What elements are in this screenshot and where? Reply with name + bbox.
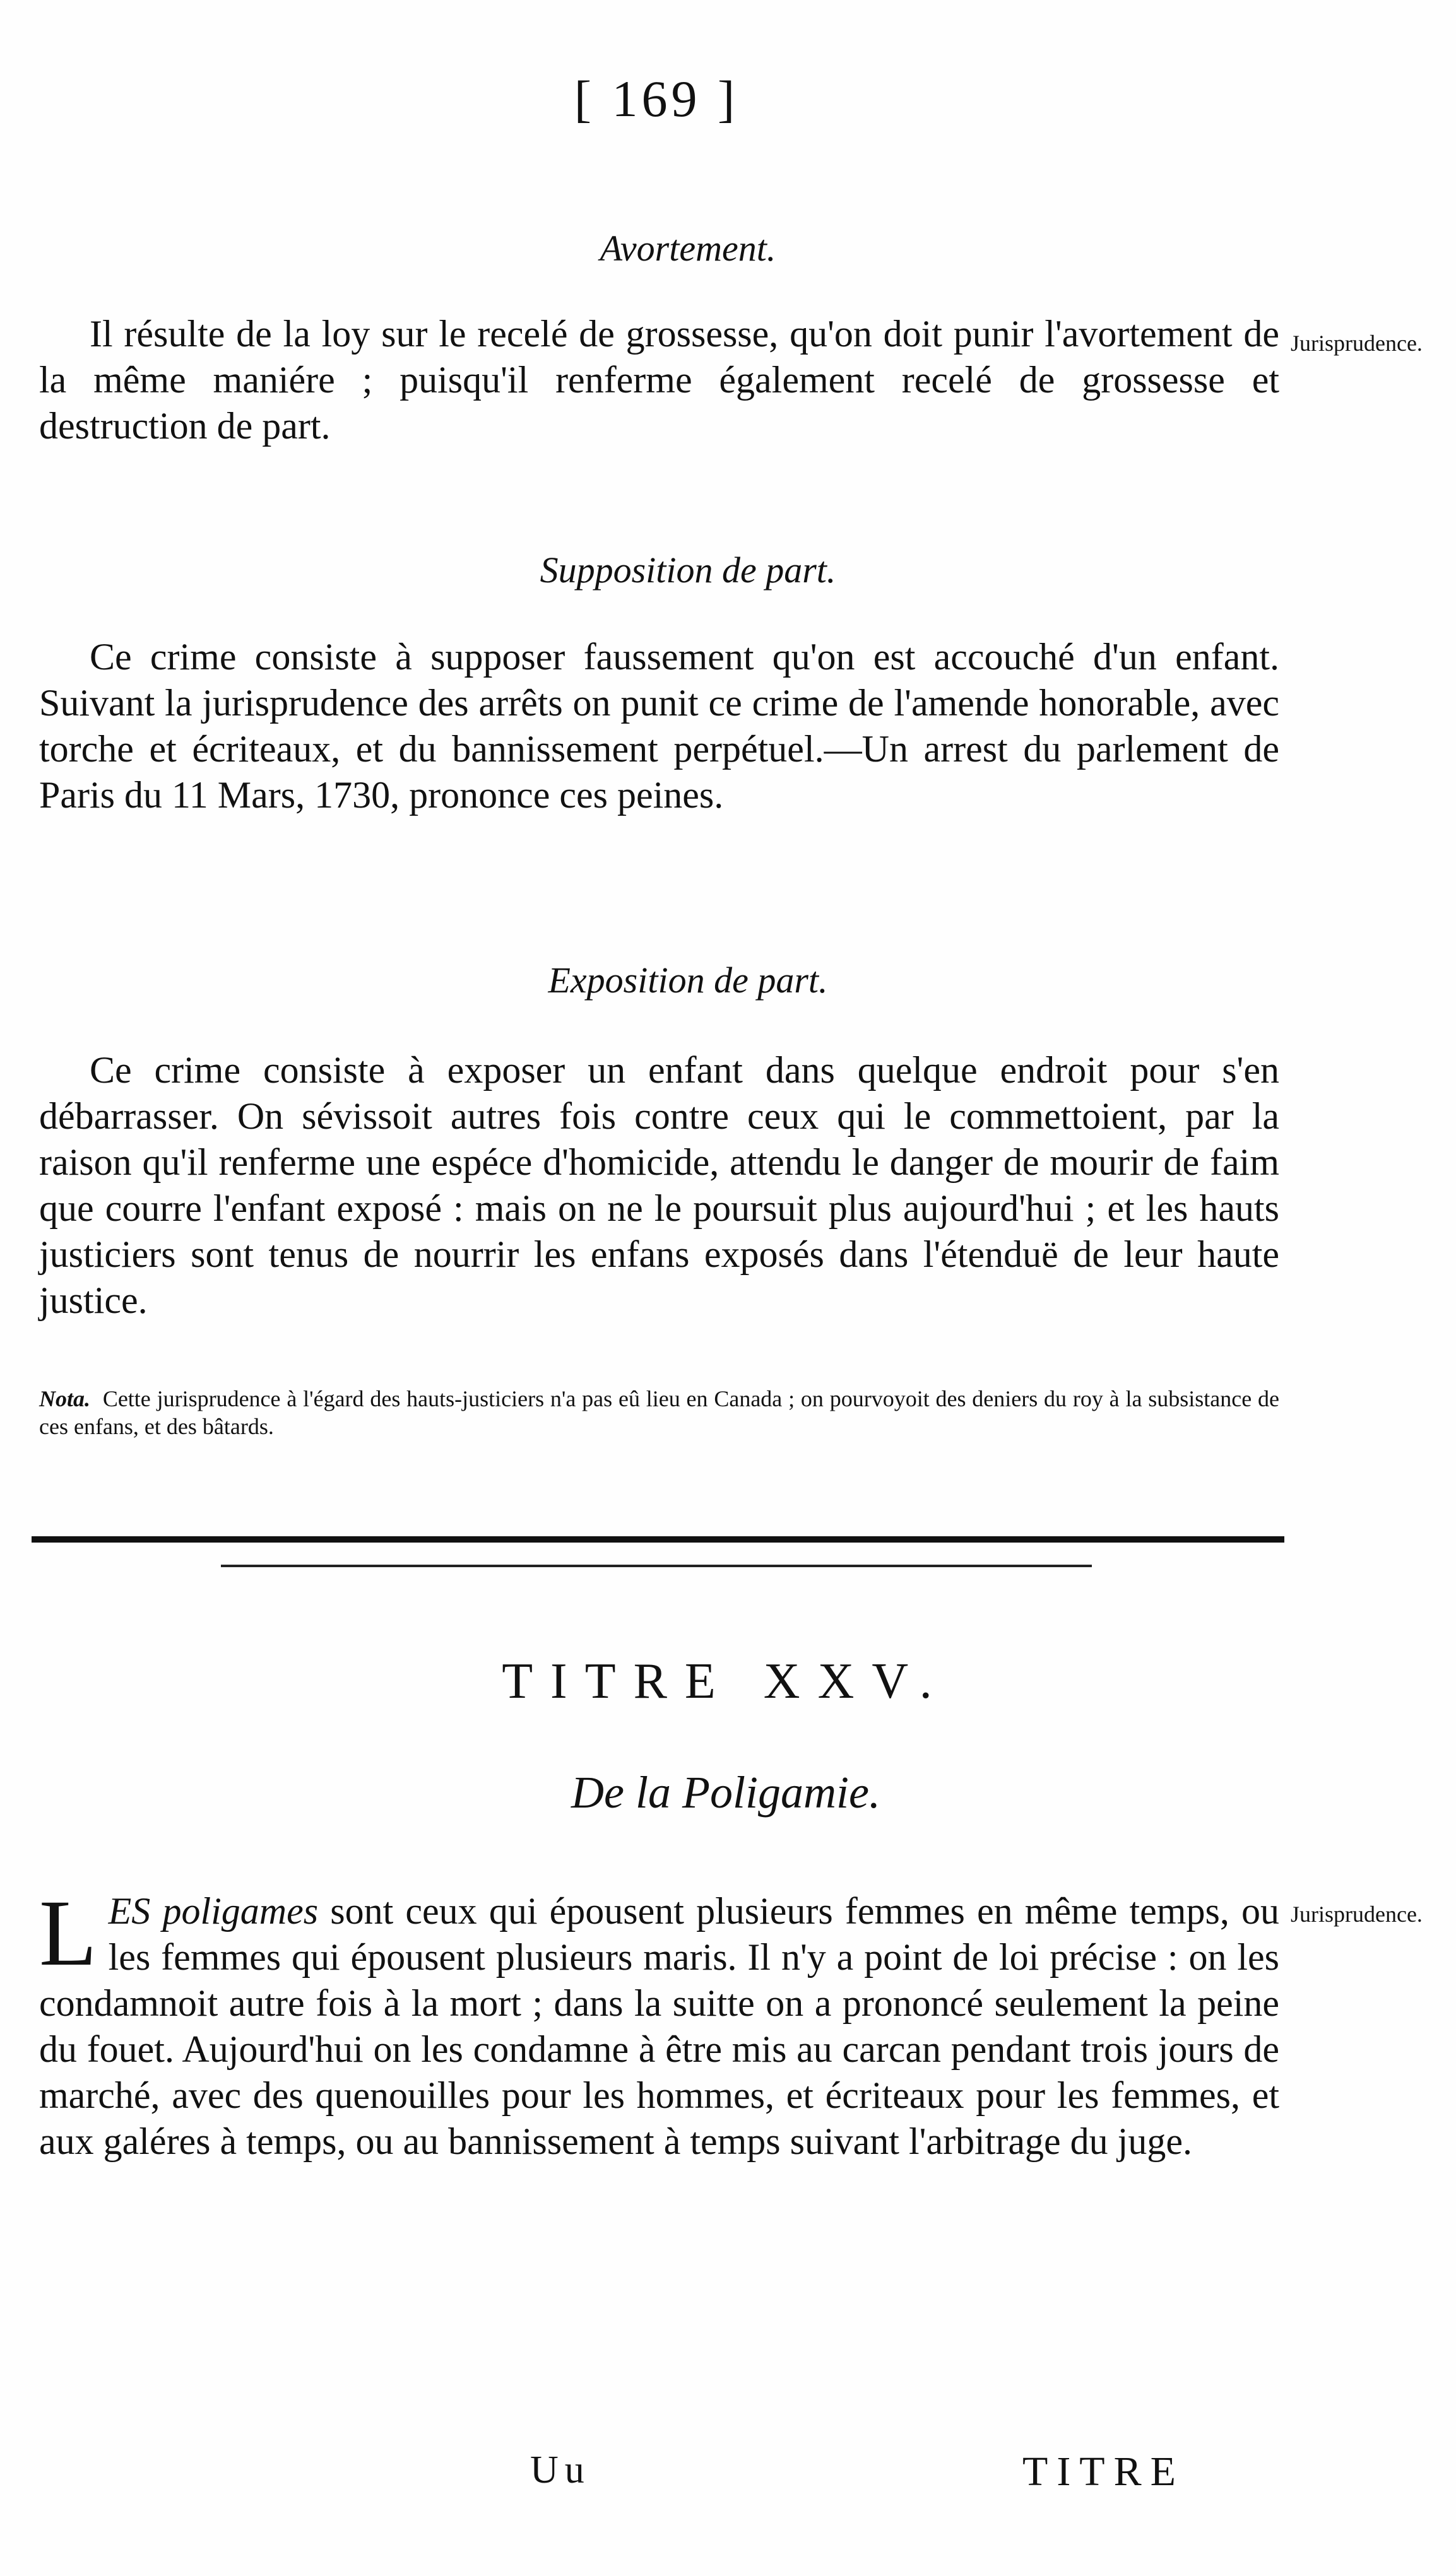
paragraph-poligamie-text: sont ceux qui épousent plusieurs femmes en même temps, ou les femmes qui épousent plusieurs maris. Il n'y a point de loi précise : on les condamnoit autre fois à la mort ; dans la suitte on a prononcé seulement la peine du fouet. Aujourd'hui on les condamne à être mis au carcan pendant trois jours de marché, avec des quenouilles pour les hommes, et écriteaux pour les femmes, et aux galéres à temps, ou au bannissement à temps suivant l'arbitrage du juge.	[39, 1890, 1279, 2162]
paragraph-supposition-text: Ce crime consiste à supposer faussement qu'on est accouché d'un enfant. Suivant la jurisprudence des arrêts on punit ce crime de l'amende honorable, avec torche et écriteaux, et du bannissement perpétuel.—Un arrest du parlement de Paris du 11 Mars, 1730, prononce ces peines.	[39, 636, 1279, 816]
margin-note-jurisprudence-2: Jurisprudence.	[1291, 1902, 1423, 1927]
paragraph-poligamie-body	[39, 1881, 1279, 2165]
section-heading-avortement: Avortement.	[600, 228, 776, 269]
paragraph-poligamie-lead: ES poligames	[108, 1890, 319, 1932]
page-number: [ 169 ]	[574, 70, 739, 127]
paragraph-avortement	[39, 311, 1279, 449]
section-divider-thick	[32, 1536, 1284, 1543]
section-heading-exposition: Exposition de part.	[548, 960, 828, 1001]
paragraph-poligamie	[39, 1881, 1279, 2165]
signature-mark: Uu	[530, 2449, 591, 2491]
nota-text: Cette jurisprudence à l'égard des hauts-justiciers n'a pas eû lieu en Canada ; on pourvoyoit des deniers du roy à la subsistance de ces enfans, et des bâtards.	[39, 1386, 1279, 1439]
titre-title: TITRE XXV.	[502, 1654, 950, 1709]
paragraph-supposition	[39, 634, 1279, 818]
drop-cap: L	[39, 1881, 97, 1985]
nota-label: Nota.	[39, 1386, 90, 1411]
catchword: TITRE	[1022, 2449, 1185, 2495]
nota-footnote	[39, 1385, 1279, 1440]
paragraph-exposition-text: Ce crime consiste à exposer un enfant dans quelque endroit pour s'en débarrasser. On sévissoit autres fois contre ceux qui le commettoient, par la raison qu'il renferme une espéce d'homicide, attendu le danger de mourir de faim que courre l'enfant exposé : mais on ne le poursuit plus aujourd'hui ; et les hauts justiciers sont tenus de nourrir les enfans exposés dans l'étenduë de leur haute justice.	[39, 1049, 1279, 1321]
titre-subtitle: De la Poligamie.	[571, 1767, 880, 1818]
section-heading-supposition: Supposition de part.	[540, 550, 836, 591]
paragraph-avortement-text: Il résulte de la loy sur le recelé de grossesse, qu'on doit punir l'avortement de la même maniére ; puisqu'il renferme également recelé de grossesse et destruction de part.	[39, 313, 1279, 447]
margin-note-jurisprudence: Jurisprudence.	[1291, 331, 1423, 356]
paragraph-exposition	[39, 1047, 1279, 1324]
section-divider-thin	[221, 1565, 1092, 1567]
